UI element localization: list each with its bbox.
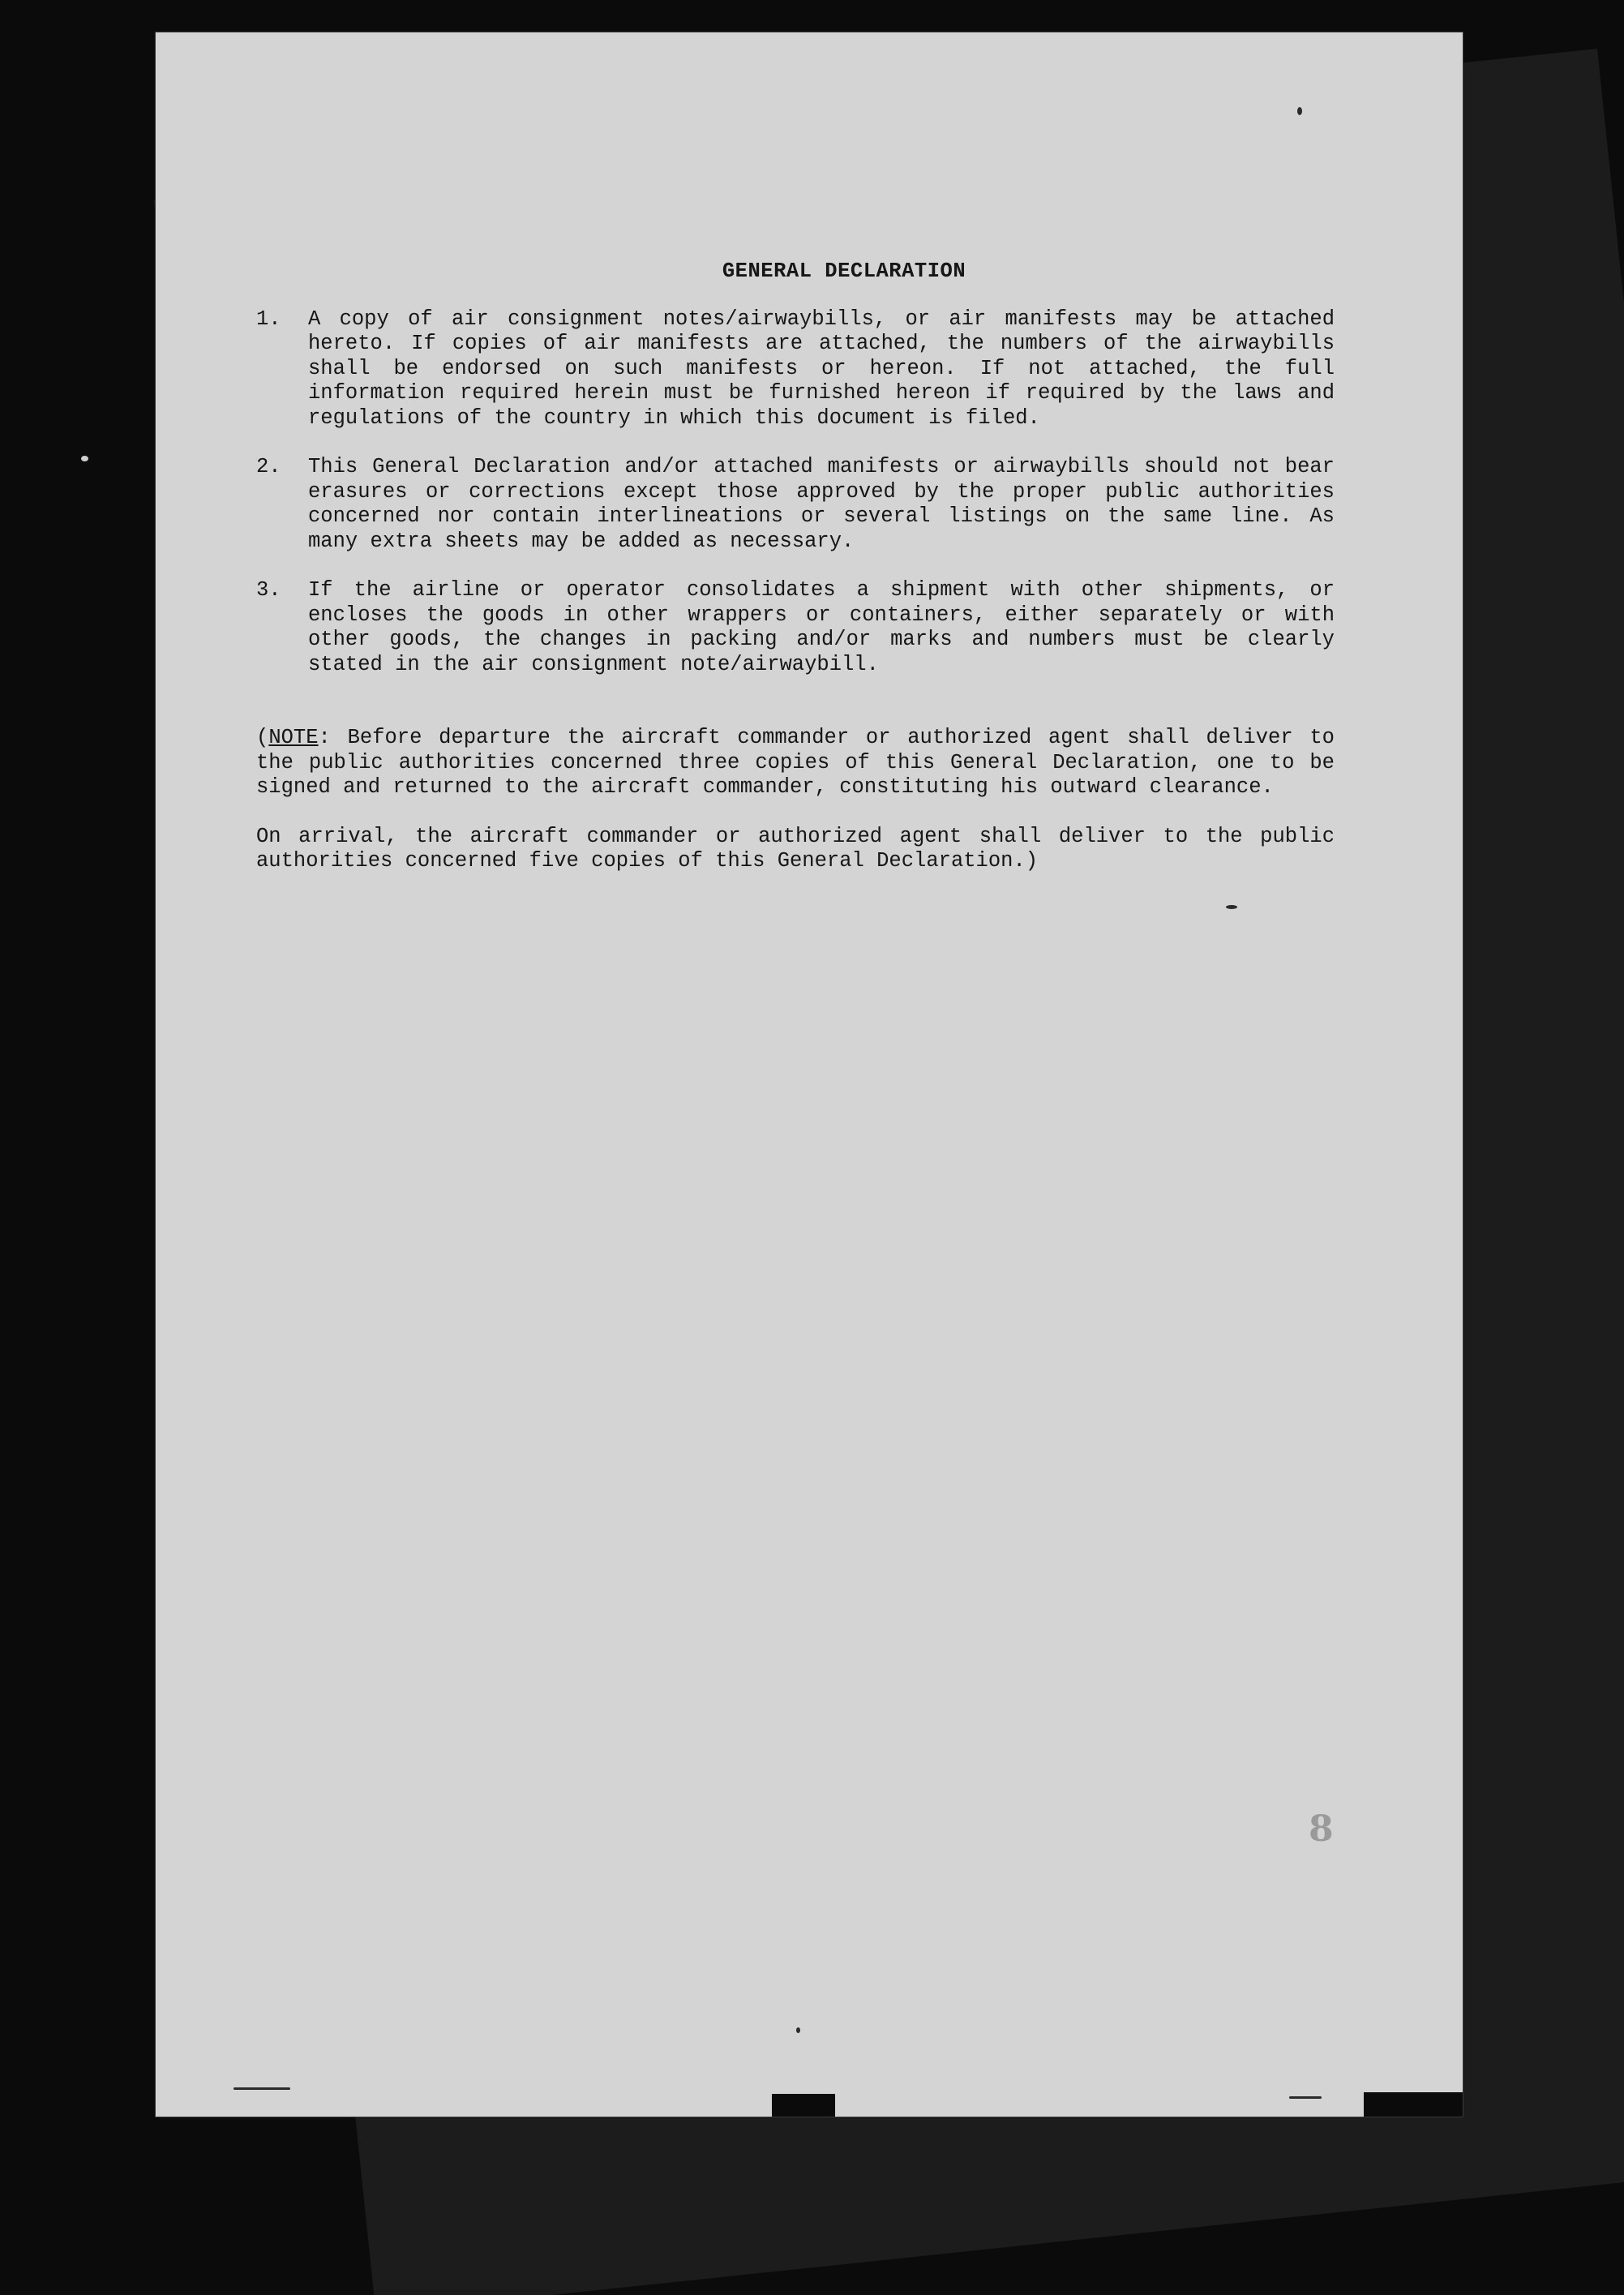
note-label: NOTE (268, 726, 319, 749)
page-number-mark: 8 (1309, 1808, 1334, 1850)
arrival-note: On arrival, the aircraft commander or authorized agent shall deliver to the public authorities concerned five copies of this General Declaration.) (256, 824, 1335, 873)
document-body (256, 260, 1335, 874)
departure-note (256, 726, 1335, 800)
instruction-item-2 (256, 455, 1335, 554)
page-edge-tear (1364, 2092, 1463, 2117)
note-text: : Before departure the aircraft commander or authorized agent shall deliver to the public authorities concerned three copies of this General Declaration, one to be signed and returned to the aircraft commander, constituting his outward clearance. (256, 726, 1335, 799)
note-open-paren: ( (256, 726, 269, 749)
item-text: If the airline or operator consolidates a shipment with other shipments, or encloses the goods in other wrappers or containers, either separately or with other goods, the changes in packing and/or marks and numbers must be clearly stated in the air consignment note/airwaybill. (308, 578, 1335, 676)
document-page (156, 32, 1463, 2117)
item-text: This General Declaration and/or attached manifests or airwaybills should not bear erasures or corrections except those approved by the proper public authorities concerned nor contain interlineations or several listings on the same line. As many extra sheets may be added as necessary. (308, 455, 1335, 553)
scan-speck (1226, 905, 1237, 909)
item-number: 2. (256, 455, 281, 478)
item-number: 1. (256, 307, 281, 331)
scan-speck (1297, 107, 1302, 115)
scan-speck (234, 2087, 290, 2090)
bleed-through-mark (885, 1662, 1129, 1679)
item-text: A copy of air consignment notes/airwaybills, or air manifests may be attached hereto. If copies of air manifests are attached, the numbers of the airwaybills shall be endorsed on such manifests or hereon. If not attached, the full information required herein must be furnished hereon if required by the laws and regulations of the country in which this document is filed. (308, 307, 1335, 430)
instruction-item-1 (256, 307, 1335, 431)
scan-speck (1289, 2096, 1322, 2099)
scan-speck (796, 2027, 800, 2033)
page-edge-tear (772, 2094, 835, 2117)
instruction-item-3 (256, 578, 1335, 677)
item-number: 3. (256, 578, 281, 602)
scan-speck (81, 456, 88, 461)
document-title: GENERAL DECLARATION (722, 260, 966, 283)
